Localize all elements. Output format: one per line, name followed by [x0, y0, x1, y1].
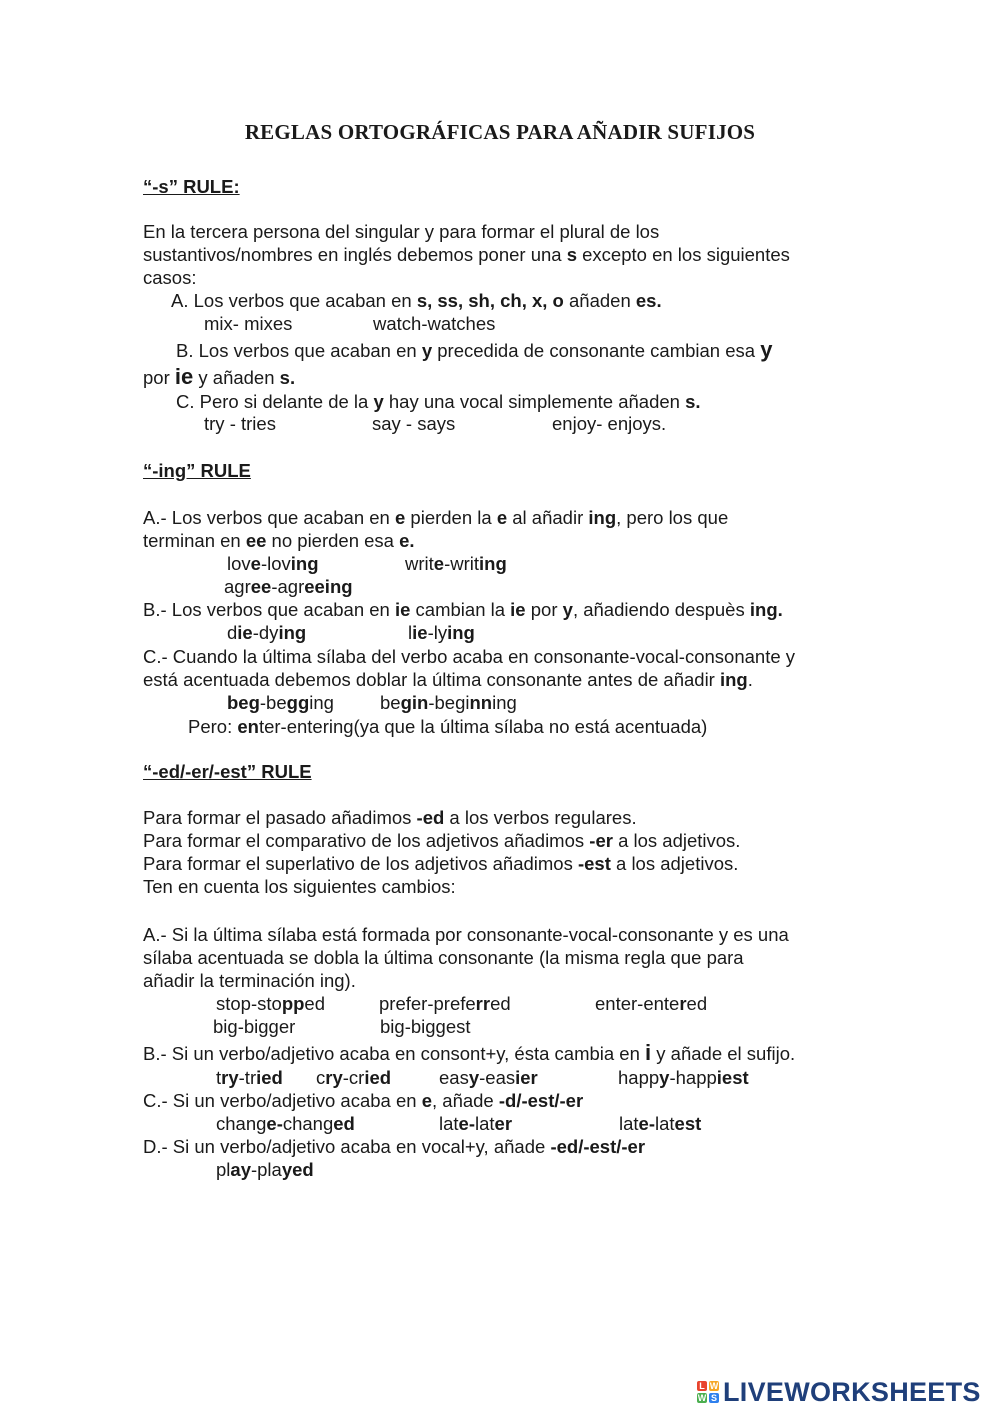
logo-tile-1: L [697, 1381, 707, 1391]
ing-rule-case-a-continuation: terminan en ee no pierden esa e. [143, 530, 415, 551]
logo-tile-3: W [697, 1393, 707, 1403]
s-rule-intro-line-1: En la tercera persona del singular y para formar el plural de los [143, 221, 660, 242]
ed-rule-case-a-line-2: sílaba acentuada se dobla la última consonante (la misma regla que para [143, 947, 744, 968]
ed-rule-line-changes: Ten en cuenta los siguientes cambios: [143, 876, 456, 897]
ed-rule-line-past: Para formar el pasado añadimos -ed a los verbos regulares. [143, 807, 637, 828]
ed-rule-heading: “-ed/-er/-est” RULE [143, 761, 312, 782]
liveworksheets-logo-icon [697, 1381, 719, 1403]
liveworksheets-wordmark: LIVEWORKSHEETS [723, 1376, 981, 1407]
s-rule-case-b: B. Los verbos que acaban en y precedida de consonante cambian esa y [176, 337, 773, 362]
s-rule-case-c: C. Pero si delante de la y hay una vocal simplemente añaden s. [176, 391, 701, 412]
ed-rule-line-comparative: Para formar el comparativo de los adjetivos añadimos -er a los adjetivos. [143, 830, 741, 851]
ed-rule-case-b: B.- Si un verbo/adjetivo acaba en consont+y, ésta cambia en i y añade el sufijo. [143, 1040, 796, 1065]
logo-tile-4: S [710, 1393, 717, 1403]
ed-rule-case-a-line-1: A.- Si la última sílaba está formada por consonante-vocal-consonante y es una [143, 924, 789, 945]
liveworksheets-logo [697, 1377, 981, 1407]
ing-rule-case-a-examples-2: agree-agreeing [224, 576, 353, 597]
ing-rule-case-c-exception: Pero: enter-entering(ya que la última sílaba no está acentuada) [188, 716, 708, 737]
ing-rule-case-b: B.- Los verbos que acaban en ie cambian la ie por y, añadiendo despuès ing. [143, 599, 783, 620]
ing-rule-heading: “-ing” RULE [143, 460, 251, 481]
ed-rule-case-c: C.- Si un verbo/adjetivo acaba en e, añade -d/-est/-er [143, 1090, 584, 1111]
s-rule-case-b-continuation: por ie y añaden s. [143, 364, 296, 389]
s-rule-case-a: A. Los verbos que acaban en s, ss, sh, ch, x, o añaden es. [171, 290, 662, 311]
logo-tile-2: W [709, 1381, 719, 1391]
ed-rule-case-d: D.- Si un verbo/adjetivo acaba en vocal+y, añade -ed/-est/-er [143, 1136, 646, 1157]
ing-rule-case-c: C.- Cuando la última sílaba del verbo acaba en consonante-vocal-consonante y [143, 646, 796, 667]
s-rule-intro-line-2: sustantivos/nombres en inglés debemos poner una s excepto en los siguientes [143, 244, 790, 265]
ed-rule-line-superlative: Para formar el superlativo de los adjetivos añadimos -est a los adjetivos. [143, 853, 739, 874]
ing-rule-case-a: A.- Los verbos que acaban en e pierden la e al añadir ing, pero los que [143, 507, 729, 528]
ed-rule-case-d-examples: play-played [216, 1159, 314, 1180]
page-title: REGLAS ORTOGRÁFICAS PARA AÑADIR SUFIJOS [244, 120, 756, 144]
s-rule-intro-line-3: casos: [143, 267, 197, 288]
ed-rule-case-a-line-3: añadir la terminación ing). [143, 970, 356, 991]
ing-rule-case-c-continuation: está acentuada debemos doblar la última consonante antes de añadir ing. [143, 669, 753, 690]
s-rule-heading: “-s” RULE: [143, 176, 240, 197]
